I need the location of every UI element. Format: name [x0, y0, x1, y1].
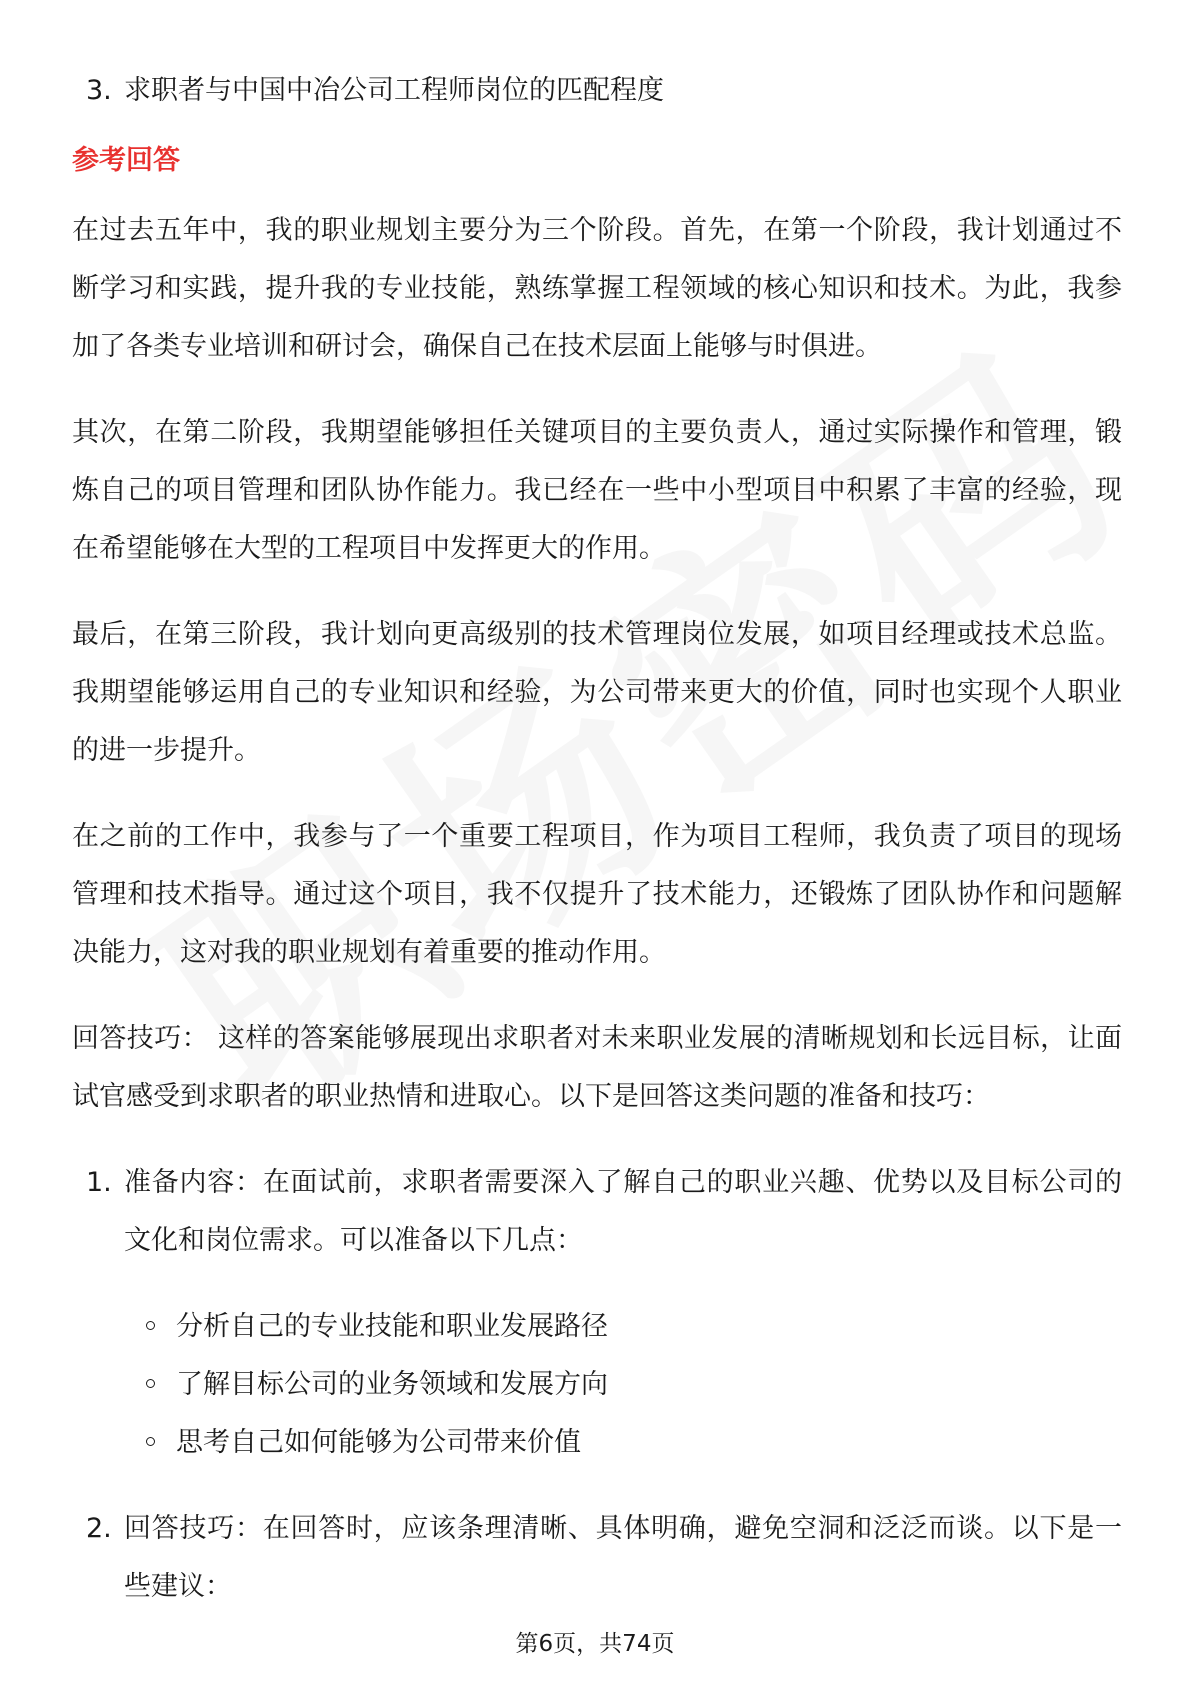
- page-footer: 第6页，共74页: [515, 1631, 675, 1657]
- section-heading: 参考回答: [72, 145, 180, 176]
- tip-text: 回答技巧：在回答时，应该条理清晰、具体明确，避免空洞和泛泛而谈。以下是一些建议：: [124, 1513, 1122, 1602]
- paragraph-1: 在过去五年中，我的职业规划主要分为三个阶段。首先，在第一个阶段，我计划通过不断学习和实践，提升我的专业技能，熟练掌握工程领域的核心知识和技术。为此，我参加了各类专业培训和研讨会，确保自己在技术层面上能够与时俱进。: [72, 215, 1122, 362]
- bullet-text: 思考自己如何能够为公司带来价值: [176, 1427, 581, 1458]
- bullet-list: [72, 1298, 1122, 1472]
- list-number: 1.: [86, 1167, 112, 1198]
- list-number: 2.: [86, 1513, 112, 1544]
- bullet-item: [176, 1298, 1122, 1356]
- paragraph-4: 在之前的工作中，我参与了一个重要工程项目，作为项目工程师，我负责了项目的现场管理和技术指导。通过这个项目，我不仅提升了技术能力，还锻炼了团队协作和问题解决能力，这对我的职业规划有着重要的推动作用。: [72, 821, 1122, 968]
- paragraph-3: 最后，在第三阶段，我计划向更高级别的技术管理岗位发展，如项目经理或技术总监。我期望能够运用自己的专业知识和经验，为公司带来更大的价值，同时也实现个人职业的进一步提升。: [72, 619, 1122, 766]
- list-number: 3.: [86, 75, 112, 106]
- tip-item-2: [72, 1500, 1122, 1616]
- paragraph-2: 其次，在第二阶段，我期望能够担任关键项目的主要负责人，通过实际操作和管理，锻炼自己的项目管理和团队协作能力。我已经在一些中小型项目中积累了丰富的经验，现在希望能够在大型的工程项目中发挥更大的作用。: [72, 417, 1122, 564]
- tip-text: 准备内容：在面试前，求职者需要深入了解自己的职业兴趣、优势以及目标公司的文化和岗位需求。可以准备以下几点：: [124, 1167, 1122, 1256]
- tip-item-1: [72, 1154, 1122, 1270]
- bullet-item: [176, 1356, 1122, 1414]
- list-item-3: [72, 62, 1122, 120]
- circle-bullet-icon: [146, 1437, 155, 1446]
- bullet-text: 分析自己的专业技能和职业发展路径: [176, 1311, 608, 1342]
- circle-bullet-icon: [146, 1321, 155, 1330]
- paragraph-tips-intro: 回答技巧： 这样的答案能够展现出求职者对未来职业发展的清晰规划和长远目标，让面试官感受到求职者的职业热情和进取心。以下是回答这类问题的准备和技巧：: [72, 1023, 1122, 1112]
- circle-bullet-icon: [146, 1379, 155, 1388]
- page-content: [72, 62, 1122, 1616]
- bullet-text: 了解目标公司的业务领域和发展方向: [176, 1369, 608, 1400]
- bullet-item: [176, 1414, 1122, 1472]
- list-item-text: 求职者与中国中冶公司工程师岗位的匹配程度: [124, 75, 664, 106]
